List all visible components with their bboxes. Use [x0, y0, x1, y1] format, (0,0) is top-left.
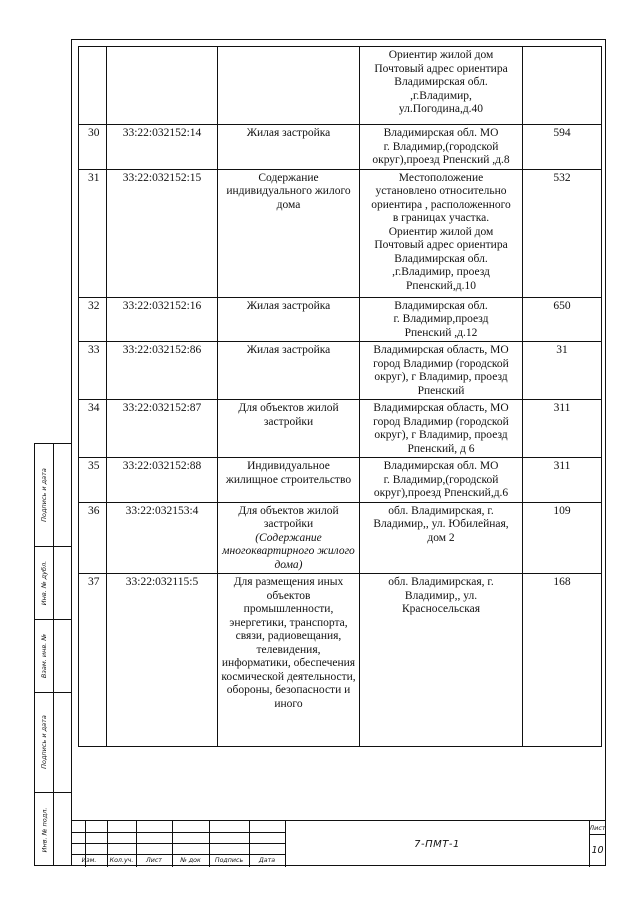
permitted-use-text: Индивидуальное жилищное строительство	[225, 460, 352, 486]
row-number: 32	[79, 297, 107, 342]
address-line: Владимирская обл.	[394, 299, 488, 312]
cadastral-number: 33:22:032152:14	[107, 125, 218, 170]
address-line: ул.Погодина,д.40	[398, 103, 484, 115]
area	[523, 47, 602, 125]
address-line: Почтовый адрес ориентира	[374, 62, 508, 75]
permitted-use-text: Для размещения иных объектов промышленности, энергетики, транспорта, связи, радиовещания, телевидения, информатики, обеспечения космической деятельности, обороны, безопасности и иного	[221, 576, 356, 710]
sheet-label: Лист	[589, 823, 606, 832]
cadastral-number: 33:22:032115:5	[107, 574, 218, 747]
label-sign-date-bottom: Подпись и дата	[40, 715, 48, 769]
permitted-use	[218, 47, 360, 125]
area: 650	[523, 297, 602, 342]
address-line: Рпенский	[417, 384, 465, 397]
title-block	[71, 820, 606, 866]
cadastral-number: 33:22:032153:4	[107, 502, 218, 574]
land-plots-table	[78, 46, 602, 747]
stamp-col-doc-num: № док	[180, 857, 201, 864]
address-line: Рпенский,д.10	[406, 279, 476, 292]
permitted-use-text: Содержание индивидуального жилого дома	[226, 171, 351, 211]
label-vzam-inv: Взам. инв. №	[40, 633, 49, 678]
address-line: Красносельская	[401, 603, 481, 615]
area: 168	[523, 574, 602, 747]
address-line: г. Владимир,(городской	[383, 473, 499, 486]
row-number: 37	[79, 574, 107, 747]
margin-signature-strip	[34, 443, 71, 866]
address-line: округ), г Владимир, проезд	[374, 429, 508, 441]
address	[360, 47, 523, 125]
address-line: Рпенский ,д.12	[404, 326, 478, 339]
permitted-use-text: Жилая застройка	[246, 127, 331, 139]
table-row	[79, 502, 602, 574]
document-code: 7-ПМТ-1	[414, 838, 460, 850]
address-line: Владимир,, ул. Юбилейная,	[373, 518, 509, 530]
address-line: Владимирская обл. МО	[383, 127, 499, 139]
address-line: Почтовый адрес ориентира	[374, 239, 508, 251]
address-line: Владимирская область, МО	[373, 402, 509, 414]
stamp-col-izm: Изм.	[81, 857, 97, 864]
cadastral-number: 33:22:032152:86	[107, 342, 218, 400]
address-line: установлено относительно	[375, 185, 507, 197]
cadastral-number: 33:22:032152:15	[107, 169, 218, 297]
area: 311	[523, 400, 602, 458]
row-number: 30	[79, 125, 107, 170]
address-line: г. Владимир,проезд	[393, 313, 489, 325]
permitted-use	[218, 458, 360, 503]
area: 594	[523, 125, 602, 170]
cadastral-number	[107, 47, 218, 125]
area: 311	[523, 458, 602, 503]
address-line: Рпенский, д 6	[407, 442, 475, 455]
permitted-use	[218, 400, 360, 458]
address	[360, 342, 523, 400]
label-sign-date-top: Подпись и дата	[40, 468, 48, 522]
row-number: 36	[79, 502, 107, 574]
table-row	[79, 458, 602, 503]
table-row	[79, 125, 602, 170]
sheet-number: 10	[591, 845, 604, 856]
stamp-col-kol-uch: Кол.уч.	[109, 857, 134, 864]
address-line: ,г.Владимир,	[410, 89, 472, 102]
address-line: дом 2	[427, 531, 455, 544]
row-number: 34	[79, 400, 107, 458]
permitted-use	[218, 169, 360, 297]
permitted-use-text: Жилая застройка	[246, 299, 331, 312]
address-line: Владимирская обл.	[394, 76, 488, 88]
address	[360, 574, 523, 747]
row-number	[79, 47, 107, 125]
address-line: Владимир,, ул.	[404, 589, 478, 602]
cadastral-number: 33:22:032152:87	[107, 400, 218, 458]
address-line: город Владимир (городской	[373, 415, 509, 428]
address-line: Владимирская область, МО	[373, 344, 509, 356]
address-line: ориентира , расположенного	[371, 198, 511, 211]
permitted-use	[218, 297, 360, 342]
permitted-use-text: Для объектов жилой застройки	[238, 504, 339, 530]
address-line: ,г.Владимир, проезд	[392, 266, 490, 278]
address-line: обл. Владимирская, г.	[388, 576, 494, 588]
address-line: город Владимир (городской	[373, 357, 509, 370]
area: 532	[523, 169, 602, 297]
address-line: округ),проезд Рпенский,д.6	[373, 487, 509, 499]
cadastral-number: 33:22:032152:16	[107, 297, 218, 342]
permitted-use-text: Жилая застройка	[246, 344, 331, 356]
address-line: Владимирская обл.	[394, 252, 488, 265]
table-row	[79, 342, 602, 400]
address	[360, 502, 523, 574]
address-line: Ориентир жилой дом	[388, 225, 494, 238]
cadastral-number: 33:22:032152:88	[107, 458, 218, 503]
address-line: в границах участка.	[392, 212, 490, 224]
permitted-use-note: (Содержание многоквартирного жилого дома)	[222, 531, 355, 571]
table-row	[79, 47, 602, 125]
address	[360, 169, 523, 297]
area: 31	[523, 342, 602, 400]
permitted-use	[218, 574, 360, 747]
address-line: обл. Владимирская, г.	[388, 504, 494, 517]
permitted-use	[218, 125, 360, 170]
table-row	[79, 574, 602, 747]
address-line: Местоположение	[398, 171, 484, 184]
row-number: 33	[79, 342, 107, 400]
table-row	[79, 400, 602, 458]
address	[360, 458, 523, 503]
label-inv-dubl: Инв. № дубл.	[40, 560, 49, 605]
address	[360, 297, 523, 342]
stamp-col-signature: Подпись	[214, 857, 244, 864]
table-row	[79, 169, 602, 297]
address-line: Владимирская обл. МО	[383, 460, 499, 472]
address	[360, 125, 523, 170]
stamp-col-list: Лист	[146, 857, 162, 864]
permitted-use	[218, 502, 360, 574]
address-line: Ориентир жилой дом	[388, 49, 494, 61]
address-line: округ),проезд Рпенский ,д.8	[372, 154, 510, 166]
address-line: округ), г Владимир, проезд	[374, 371, 508, 383]
label-inv-podl: Инв. № подл.	[40, 807, 48, 852]
address	[360, 400, 523, 458]
table-row	[79, 297, 602, 342]
row-number: 31	[79, 169, 107, 297]
stamp-col-date: Дата	[258, 857, 276, 864]
permitted-use-text: Для объектов жилой застройки	[238, 402, 339, 428]
row-number: 35	[79, 458, 107, 503]
address-line: г. Владимир,(городской	[383, 140, 499, 153]
permitted-use	[218, 342, 360, 400]
area: 109	[523, 502, 602, 574]
